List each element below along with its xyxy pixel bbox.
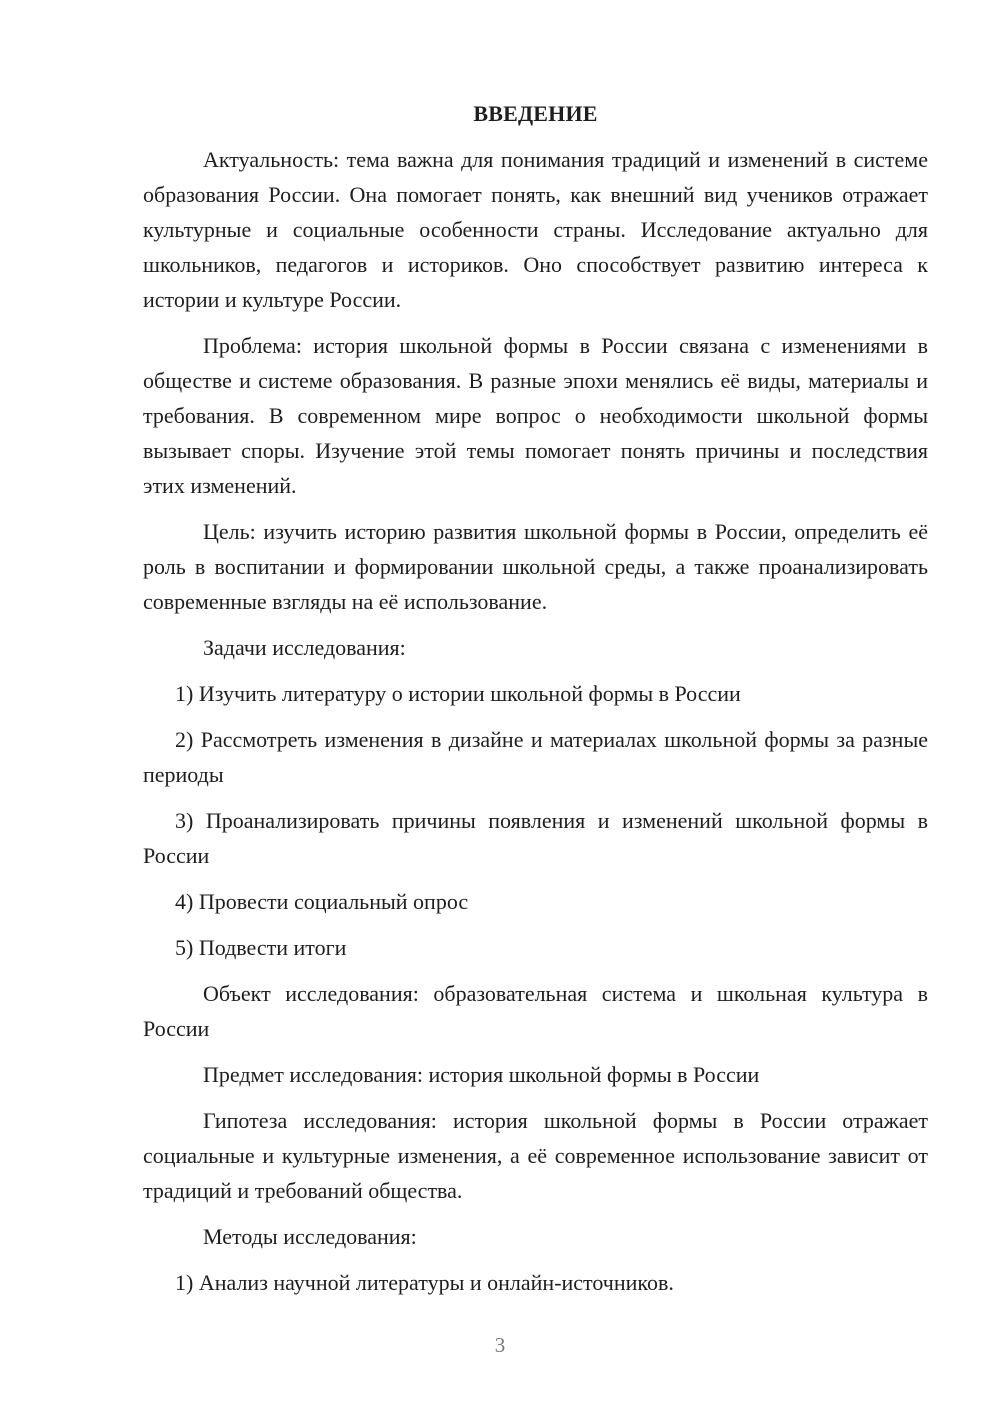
task-item-5: 5) Подвести итоги — [175, 935, 347, 960]
method-item-1: 1) Анализ научной литературы и онлайн-источников. — [175, 1270, 674, 1295]
task-item-4: 4) Провести социальный опрос — [175, 889, 469, 914]
task-item-2: 2) Рассмотреть изменения в дизайне и материалах школьной формы за разные периоды — [143, 727, 928, 787]
page-content — [143, 96, 928, 1311]
hypothesis-paragraph: Гипотеза исследования: история школьной формы в России отражает социальные и культурные изменения, а её современное использование зависит от традиций и требований общества. — [143, 1108, 928, 1203]
section-title: ВВЕДЕНИЕ — [473, 101, 598, 126]
page-number: 3 — [494, 1333, 506, 1357]
relevance-paragraph: Актуальность: тема важна для понимания традиций и изменений в системе образования России. Она помогает понять, как внешний вид учеников отражает культурные и социальные особенности страны. Исследование актуально для школьников, педагогов и историков. Оно способствует развитию интереса к истории и культуре России. — [143, 147, 928, 312]
task-item-1: 1) Изучить литературу о истории школьной формы в России — [175, 681, 741, 706]
methods-heading: Методы исследования: — [203, 1224, 417, 1249]
problem-paragraph: Проблема: история школьной формы в России связана с изменениями в обществе и системе образования. В разные эпохи менялись её виды, материалы и требования. В современном мире вопрос о необходимости школьной формы вызывает споры. Изучение этой темы помогает понять причины и последствия этих изменений. — [143, 333, 928, 498]
tasks-heading: Задачи исследования: — [203, 635, 406, 660]
object-paragraph: Объект исследования: образовательная система и школьная культура в России — [143, 981, 928, 1041]
task-item-3: 3) Проанализировать причины появления и изменений школьной формы в России — [143, 808, 928, 868]
goal-paragraph: Цель: изучить историю развития школьной формы в России, определить её роль в воспитании и формировании школьной среды, а также проанализировать современные взгляды на её использование. — [143, 519, 928, 614]
subject-paragraph: Предмет исследования: история школьной формы в России — [203, 1062, 760, 1087]
